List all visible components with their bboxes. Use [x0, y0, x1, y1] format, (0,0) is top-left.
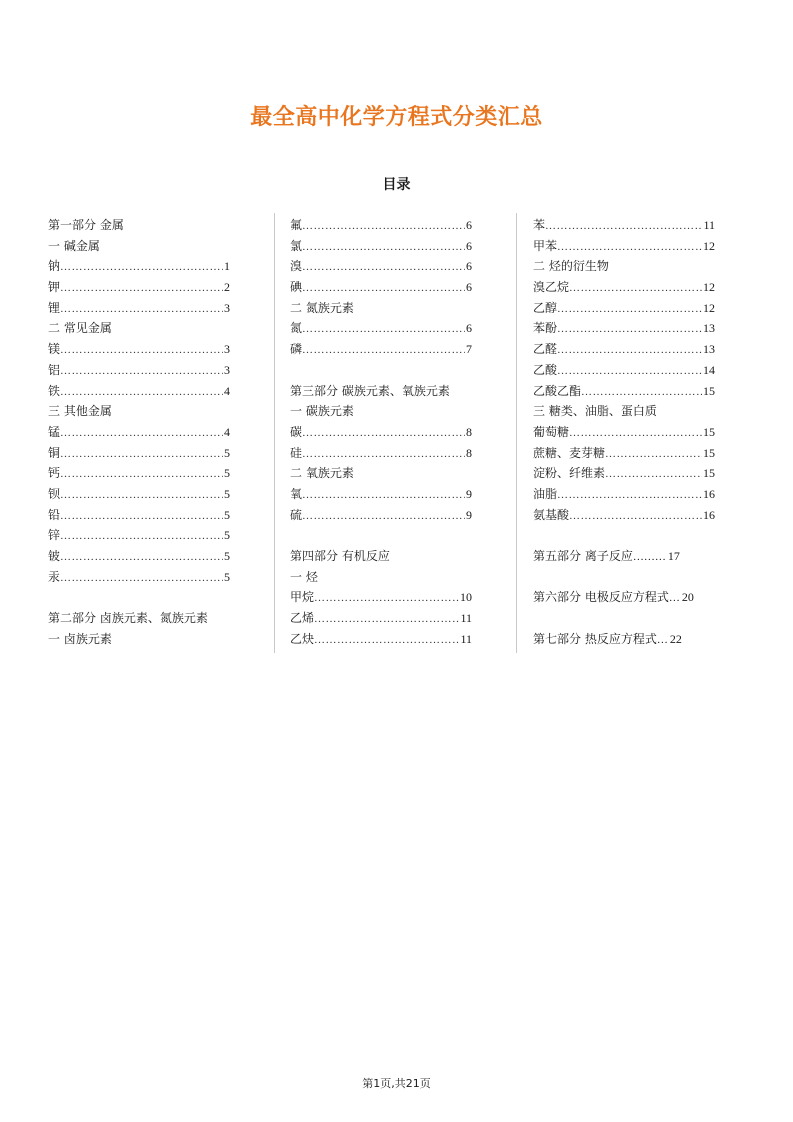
toc-page-number: 4 [224, 383, 230, 398]
toc-entry[interactable] [533, 505, 715, 526]
toc-leader-dots [302, 237, 465, 258]
toc-entry[interactable] [48, 277, 230, 298]
toc-page-number: 11 [460, 631, 472, 646]
toc-leader-dots [557, 237, 702, 258]
toc-entry-label: 氯 [290, 238, 303, 253]
toc-leader-dots [569, 506, 702, 527]
toc-leader-dots [60, 485, 223, 506]
toc-leader-dots [314, 630, 459, 651]
toc-leader-dots [60, 340, 223, 361]
toc-entry-label: 乙醇 [533, 300, 558, 315]
toc-leader-dots [60, 382, 223, 403]
toc-page-number: 15 [703, 424, 715, 439]
toc-leader-dots [60, 464, 223, 485]
toc-section-heading: 第三部分 碳族元素、氧族元素 [290, 383, 450, 398]
toc-section-heading: 二 氧族元素 [290, 466, 354, 481]
toc-spacer [533, 608, 715, 629]
toc-spacer [533, 525, 715, 546]
toc-leader-dots [557, 340, 702, 361]
toc-entry-label: 氨基酸 [533, 507, 570, 522]
toc-page-number: 12 [703, 238, 715, 253]
toc-part-entry[interactable] [533, 587, 715, 608]
toc-page-number: 11 [460, 611, 472, 626]
toc-leader-dots [569, 278, 702, 299]
toc-entry-label: 乙炔 [290, 631, 315, 646]
toc-page-number: 6 [466, 218, 472, 232]
toc-page-number: 5 [224, 445, 230, 460]
toc-column-1 [48, 215, 230, 649]
toc-page-number: 20 [681, 590, 694, 605]
toc-leader-dots [557, 299, 702, 320]
toc-entry[interactable] [48, 525, 230, 546]
toc-leader-dots [60, 568, 223, 589]
toc-entry-label: 甲苯 [533, 238, 558, 253]
toc-entry[interactable] [48, 256, 230, 277]
toc-leader-dots [605, 444, 702, 465]
toc-page-number: 6 [466, 321, 472, 336]
toc-entry[interactable] [290, 256, 472, 277]
toc-section-heading: 第四部分 有机反应 [290, 549, 390, 563]
toc-page-number: 3 [224, 300, 230, 315]
toc-page-number: 3 [224, 342, 230, 357]
toc-entry[interactable] [48, 443, 230, 464]
toc-entry-label: 铁 [48, 383, 61, 398]
toc-entry[interactable] [533, 422, 715, 443]
toc-entry[interactable] [48, 360, 230, 381]
toc-leader-dots [581, 382, 702, 403]
toc-entry-label: 甲烷 [290, 590, 315, 605]
toc-entry[interactable] [290, 443, 472, 464]
toc-leader-dots: … [668, 592, 680, 605]
toc-part-entry[interactable] [533, 546, 715, 567]
toc-entry-label: 氧 [290, 486, 303, 501]
toc-leader-dots [60, 526, 223, 547]
page-footer: 第1页,共21页 [362, 1077, 431, 1090]
toc-entry-label: 第六部分 电极反应方程式 [533, 590, 669, 605]
toc-entry-label: 钙 [48, 466, 61, 481]
toc-section-heading: 一 烃 [290, 569, 318, 584]
toc-entry[interactable] [290, 215, 472, 236]
toc-entry[interactable] [290, 608, 472, 629]
toc-entry-label: 碳 [290, 424, 303, 439]
toc-section-heading: 一 碱金属 [48, 238, 100, 253]
toc-page-number: 22 [669, 631, 682, 646]
toc-page-number: 7 [466, 342, 472, 357]
toc-page-number: 4 [224, 424, 230, 439]
toc-entry-label: 乙酸乙酯 [533, 383, 582, 398]
toc-entry[interactable] [48, 546, 230, 567]
toc-page-number: 9 [466, 486, 472, 501]
toc-page-number: 6 [466, 238, 472, 253]
toc-entry-label: 葡萄糖 [533, 424, 570, 439]
toc-entry[interactable] [533, 298, 715, 319]
toc-leader-dots [302, 257, 465, 278]
toc-entry-label: 淀粉、纤维素 [533, 466, 606, 481]
toc-entry-label: 溴 [290, 259, 303, 274]
toc-entry-label: 溴乙烷 [533, 280, 570, 295]
toc-spacer [290, 360, 472, 381]
toc-leader-dots [60, 361, 223, 382]
toc-page-number: 15 [703, 445, 715, 460]
toc-entry[interactable] [290, 277, 472, 298]
toc-entry[interactable] [48, 567, 230, 588]
toc-entry-label: 乙醛 [533, 342, 558, 357]
toc-leader-dots [302, 216, 465, 237]
toc-leader-dots [60, 547, 223, 568]
toc-section-heading: 三 糖类、油脂、蛋白质 [533, 404, 657, 419]
toc-entry[interactable] [533, 484, 715, 505]
column-divider [516, 213, 517, 653]
toc-entry[interactable] [533, 277, 715, 298]
toc-entry[interactable] [290, 318, 472, 339]
toc-entry-label: 第五部分 离子反应 [533, 549, 633, 563]
toc-entry-label: 蔗糖、麦芽糖 [533, 445, 606, 460]
toc-entry-label: 锰 [48, 424, 61, 439]
toc-leader-dots [302, 278, 465, 299]
toc-section-heading: 第二部分 卤族元素、氮族元素 [48, 611, 208, 626]
toc-entry[interactable] [290, 236, 472, 257]
toc-leader-dots [314, 609, 459, 630]
toc-entry-label: 苯酚 [533, 321, 558, 336]
toc-section-heading: 一 卤族元素 [48, 631, 112, 646]
toc-entry-label: 铜 [48, 445, 61, 460]
toc-part-entry[interactable] [533, 629, 715, 650]
toc-entry[interactable] [48, 298, 230, 319]
toc-entry-label: 苯 [533, 218, 546, 232]
toc-leader-dots [60, 423, 223, 444]
toc-leader-dots [302, 319, 465, 340]
toc-page-number: 6 [466, 259, 472, 274]
toc-heading: 目录 [382, 177, 411, 193]
toc-entry[interactable] [290, 629, 472, 650]
toc-page-number: 16 [703, 507, 715, 522]
toc-page-number: 5 [224, 549, 230, 563]
toc-entry-label: 铝 [48, 362, 61, 377]
toc-entry-label: 镁 [48, 342, 61, 357]
toc-entry-label: 铅 [48, 507, 61, 522]
toc-entry-label: 碘 [290, 280, 303, 295]
toc-section-heading: 第一部分 金属 [48, 218, 124, 232]
toc-entry-label: 钾 [48, 280, 61, 295]
toc-leader-dots [545, 216, 702, 237]
toc-leader-dots [557, 361, 702, 382]
toc-leader-dots [557, 319, 702, 340]
toc-entry-label: 氮 [290, 321, 303, 336]
toc-leader-dots [314, 588, 459, 609]
toc-leader-dots [557, 485, 702, 506]
toc-entry-label: 氟 [290, 218, 303, 232]
toc-page-number: 11 [703, 218, 715, 232]
toc-entry[interactable] [290, 484, 472, 505]
toc-entry-label: 硫 [290, 507, 303, 522]
toc-entry[interactable] [533, 381, 715, 402]
toc-entry[interactable] [533, 236, 715, 257]
toc-page-number: 2 [224, 280, 230, 295]
toc-entry[interactable] [48, 422, 230, 443]
toc-entry-label: 锂 [48, 300, 61, 315]
toc-leader-dots [60, 257, 223, 278]
toc-page-number: 12 [703, 300, 715, 315]
toc-leader-dots [302, 423, 465, 444]
toc-entry-label: 乙烯 [290, 611, 315, 626]
toc-entry[interactable] [290, 587, 472, 608]
toc-page-number: 10 [460, 590, 472, 605]
toc-entry[interactable] [48, 381, 230, 402]
toc-leader-dots [605, 464, 702, 485]
toc-leader-dots [60, 506, 223, 527]
toc-page-number: 6 [466, 280, 472, 295]
toc-entry-label: 油脂 [533, 486, 558, 501]
toc-page-number: 13 [703, 321, 715, 336]
toc-entry-label: 硅 [290, 445, 303, 460]
toc-page-number: 5 [224, 528, 230, 543]
toc-entry-label: 乙酸 [533, 362, 558, 377]
toc-page-number: 1 [224, 259, 230, 274]
toc-leader-dots: … [656, 633, 668, 646]
toc-section-heading: 二 常见金属 [48, 321, 112, 336]
toc-entry[interactable] [48, 484, 230, 505]
toc-section-heading: 二 烃的衍生物 [533, 259, 609, 274]
toc-entry[interactable] [290, 422, 472, 443]
toc-spacer [533, 567, 715, 588]
toc-leader-dots [302, 506, 465, 527]
toc-section-heading: 二 氮族元素 [290, 300, 354, 315]
toc-column-3 [533, 215, 715, 649]
toc-entry-label: 钠 [48, 259, 61, 274]
toc-page-number: 15 [703, 383, 715, 398]
toc-entry[interactable] [48, 339, 230, 360]
toc-entry-label: 第七部分 热反应方程式 [533, 631, 657, 646]
toc-leader-dots [60, 444, 223, 465]
toc-entry-label: 铍 [48, 549, 61, 563]
toc-page-number: 5 [224, 507, 230, 522]
toc-entry[interactable] [48, 463, 230, 484]
toc-entry[interactable] [48, 505, 230, 526]
toc-leader-dots [302, 340, 465, 361]
toc-page-number: 5 [224, 466, 230, 481]
toc-entry-label: 汞 [48, 569, 61, 584]
toc-page-number: 3 [224, 362, 230, 377]
toc-entry[interactable] [533, 463, 715, 484]
toc-spacer [290, 525, 472, 546]
toc-section-heading: 一 碳族元素 [290, 404, 354, 419]
toc-leader-dots [60, 278, 223, 299]
toc-page-number: 16 [703, 486, 715, 501]
toc-entry[interactable] [533, 215, 715, 236]
toc-entry-label: 磷 [290, 342, 303, 357]
toc-entry[interactable] [533, 318, 715, 339]
toc-page-number: 5 [224, 569, 230, 584]
toc-leader-dots [60, 299, 223, 320]
toc-page-number: 5 [224, 486, 230, 501]
toc-page-number: 14 [703, 362, 715, 377]
toc-entry-label: 锌 [48, 528, 61, 543]
toc-page-number: 17 [667, 549, 680, 563]
toc-entry-label: 钡 [48, 486, 61, 501]
toc-section-heading: 三 其他金属 [48, 404, 112, 419]
toc-leader-dots [302, 485, 465, 506]
toc-page-number: 12 [703, 280, 715, 295]
toc-page-number: 15 [703, 466, 715, 481]
toc-page-number: 13 [703, 342, 715, 357]
document-title: 最全高中化学方程式分类汇总 [250, 105, 543, 130]
column-divider [274, 213, 275, 653]
toc-entry[interactable] [290, 505, 472, 526]
toc-leader-dots [569, 423, 702, 444]
toc-page-number: 8 [466, 445, 472, 460]
toc-spacer [48, 587, 230, 608]
toc-page-number: 8 [466, 424, 472, 439]
toc-entry[interactable] [533, 339, 715, 360]
toc-entry[interactable] [533, 360, 715, 381]
toc-entry[interactable] [533, 443, 715, 464]
toc-leader-dots [302, 444, 465, 465]
toc-page-number: 9 [466, 507, 472, 522]
toc-entry[interactable] [290, 339, 472, 360]
toc-column-2 [290, 215, 472, 649]
toc-leader-dots: ……… [632, 551, 666, 563]
